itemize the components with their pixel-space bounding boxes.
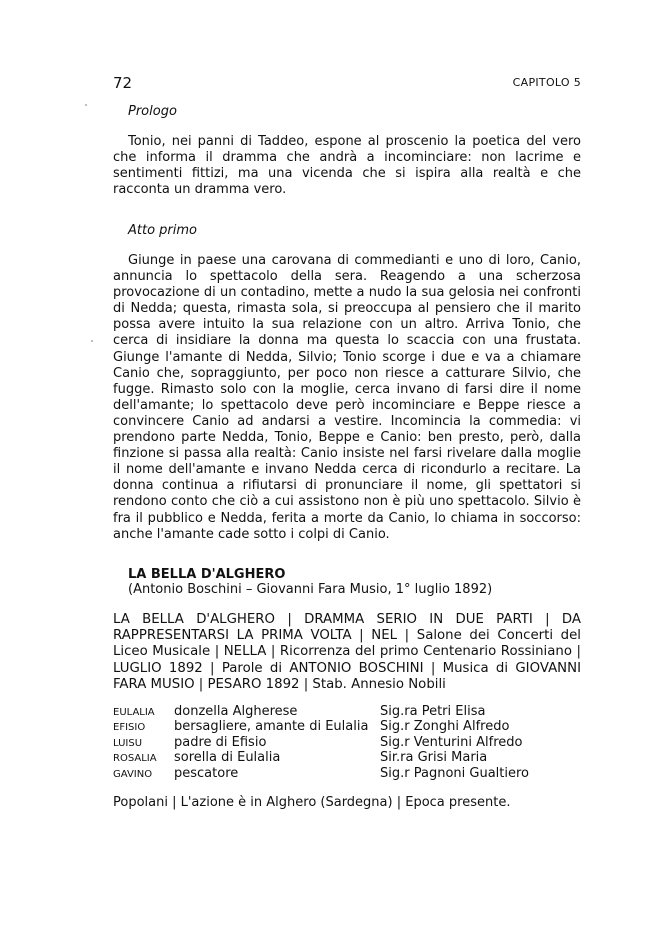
cast-row xyxy=(113,766,581,781)
character-role: bersagliere, amante di Eulalia xyxy=(174,719,369,735)
opera-title: LA BELLA D'ALGHERO xyxy=(128,567,286,582)
character-name: LUISU xyxy=(113,737,143,749)
cast-row xyxy=(113,735,581,750)
atto-primo-paragraph: Giunge in paese una carovana di commedianti e uno di loro, Canio, annuncia lo spettacolo della sera. Reagendo a una scherzosa provocazione di un contadino, mette a nudo la sua gelosia nei confronti di Nedda; questa, rimasta sola, si preoccupa al pensiero che il marito possa avere intuito la sua relazione con un altro. Arriva Tonio, che cerca di insidiare la donna ma questa lo scaccia con una frustata. Giunge l'amante di Nedda, Silvio; Tonio scorge i due e va a chiamare Canio che, sopraggiunto, per poco non riesce a catturare Silvio, che fugge. Rimasto solo con la moglie, cerca invano di farsi dire il nome dell'amante; lo spettacolo deve però incominciare e Beppe riesce a convincere Canio ad andarsi a vestire. Incomincia la commedia: vi prendono parte Nedda, Tonio, Beppe e Canio: ben presto, però, dalla finzione si passa alla realtà: Canio insiste nel farsi rivelare dalla moglie il nome dell'amante e invano Nedda cerca di ricondurlo a recitare. La donna continua a rifiutarsi di pronunciare il nome, gli spettatori si rendono conto che ciò a cui assistono non è più uno spettacolo. Silvio è fra il pubblico e Nedda, ferita a morte da Canio, lo chiama in soccorso: anche l'amante cade sotto i colpi di Canio. xyxy=(113,253,581,542)
cast-row xyxy=(113,750,581,765)
margin-speck xyxy=(85,104,87,106)
performer-name: Sig.r Pagnoni Gualtiero xyxy=(380,765,529,781)
character-name: ROSALIA xyxy=(113,753,157,765)
character-role: pescatore xyxy=(174,765,239,781)
page-header xyxy=(113,74,581,94)
prologo-paragraph: Tonio, nei panni di Taddeo, espone al proscenio la poetica del vero che informa il dramma che andrà a incominciare: non lacrime e sentimenti fittizi, ma una vicenda che si ispira alla realtà e che racconta un dramma vero. xyxy=(113,134,581,198)
performer-name: Sig.ra Petri Elisa xyxy=(380,704,486,719)
libretto-frontispiece: LA BELLA D'ALGHERO | DRAMMA SERIO IN DUE PARTI | DA RAPPRESENTARSI LA PRIMA VOLTA | NEL | Salone dei Concerti del Liceo Musicale | NELLA | Ricorrenza del primo Centenario Rossiniano | LUGLIO 1892 | Parole di ANTONIO BOSCHINI | Musica di GIOVANNI FARA MUSIO | PESARO 1892 | Stab. Annesio Nobili xyxy=(113,612,581,692)
character-role: padre di Efisio xyxy=(174,734,267,750)
page-number: 72 xyxy=(113,74,133,92)
setting-note: Popolani | L'azione è in Alghero (Sardegna) | Epoca presente. xyxy=(113,795,511,810)
character-role: sorella di Eulalia xyxy=(174,750,281,766)
character-name: EULALIA xyxy=(113,707,155,718)
character-role: donzella Algherese xyxy=(174,704,298,719)
chapter-label: CAPITOLO 5 xyxy=(512,76,581,89)
prologo-heading: Prologo xyxy=(128,104,177,119)
character-name: EFISIO xyxy=(113,722,146,734)
performer-name: Sir.ra Grisi Maria xyxy=(380,750,488,766)
cast-row xyxy=(113,704,581,719)
cast-list xyxy=(113,704,581,781)
character-name: GAVINO xyxy=(113,768,153,780)
atto-primo-heading: Atto primo xyxy=(128,223,197,238)
cast-row xyxy=(113,719,581,734)
performer-name: Sig.r Venturini Alfredo xyxy=(380,734,523,750)
performer-name: Sig.r Zonghi Alfredo xyxy=(380,719,510,735)
opera-subtitle: (Antonio Boschini – Giovanni Fara Musio, 1° luglio 1892) xyxy=(128,582,493,597)
margin-speck xyxy=(91,340,93,342)
